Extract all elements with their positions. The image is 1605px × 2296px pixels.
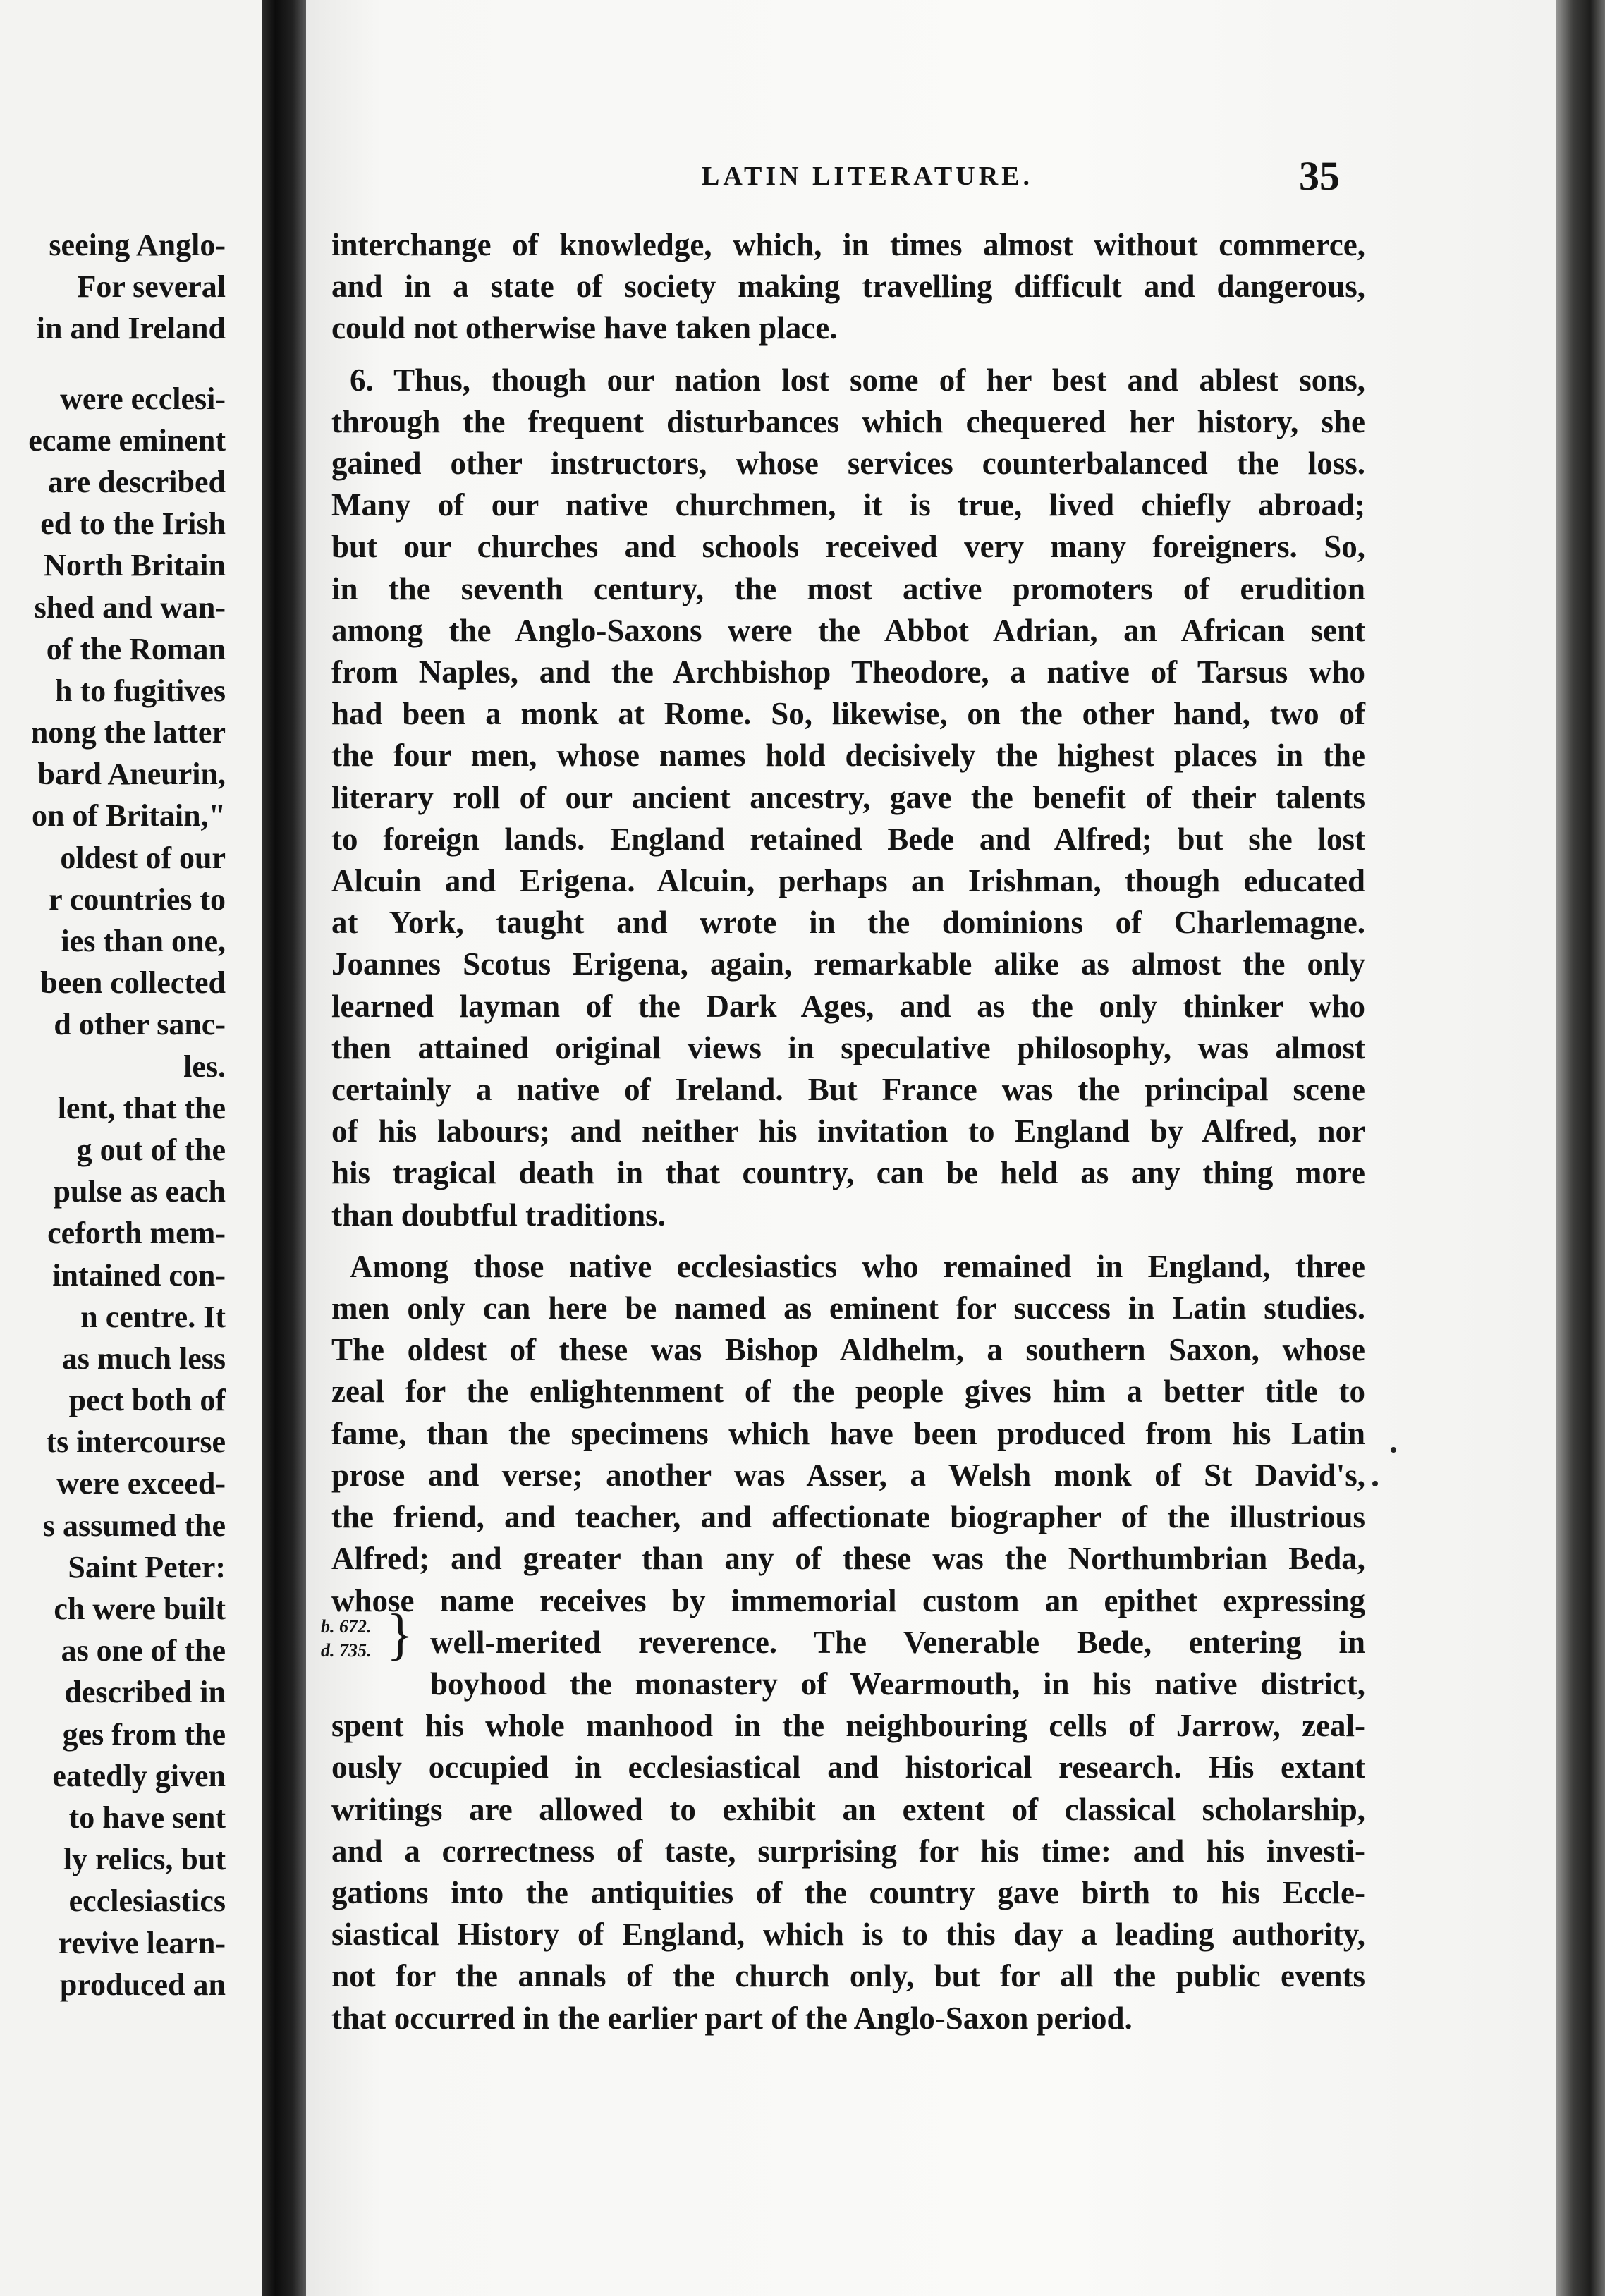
left-page-line: eatedly given [52, 1758, 226, 1793]
main-body-text [331, 224, 1365, 2039]
body-line: through the frequent disturbances which chequered her history, she [331, 403, 1365, 439]
left-page-line: revive learn- [58, 1925, 226, 1960]
body-line: Alfred; and greater than any of these was the Northumbrian Beda, [331, 1541, 1365, 1577]
book-gutter [262, 0, 306, 2296]
left-page-line: ecame eminent [28, 422, 226, 458]
left-page-line: were ecclesi- [60, 381, 226, 416]
left-page-line: as one of the [61, 1633, 226, 1668]
left-page-line: nong the latter [30, 715, 226, 750]
left-page-line: North Britain [44, 548, 226, 583]
body-line: gained other instructors, whose services counterbalanced the loss. [331, 446, 1365, 482]
body-line: gations into the antiquities of the country gave birth to his Eccle- [331, 1874, 1365, 1910]
left-page-line: n centre. It [80, 1299, 226, 1334]
left-page-line: ch were built [54, 1592, 226, 1626]
paragraph-gap [331, 350, 1365, 360]
left-page-line: ed to the Irish [40, 506, 226, 542]
left-page-line: g out of the [76, 1132, 226, 1167]
left-page-line: in and Ireland [36, 311, 226, 346]
left-page-line: h to fugitives [55, 673, 226, 708]
body-line: learned layman of the Dark Ages, and as the only thinker who [331, 988, 1365, 1024]
left-page-line: ies than one, [61, 924, 226, 958]
body-line: his tragical death in that country, can be held as any thing more [331, 1155, 1365, 1191]
body-line: spent his whole manhood in the neighbouring cells of Jarrow, zeal- [331, 1708, 1365, 1744]
left-page-line: ly relics, but [63, 1842, 226, 1877]
left-page-line: are described [47, 464, 226, 499]
body-line: literary roll of our ancient ancestry, gave the benefit of their talents [331, 779, 1365, 815]
left-page-line: seeing Anglo- [49, 228, 226, 262]
left-page-line: ges from the [62, 1716, 226, 1752]
left-page-line: to have sent [68, 1800, 226, 1835]
left-page-line: ecclesiastics [68, 1883, 226, 1919]
left-page-line: oldest of our [60, 840, 226, 875]
margin-note-died: d. 735. [321, 1640, 372, 1661]
left-page-line: been collected [40, 965, 226, 1001]
body-line: than doubtful traditions. [331, 1197, 666, 1233]
left-page-line: ts intercourse [46, 1424, 226, 1460]
body-line: The oldest of these was Bishop Aldhelm, a southern Saxon, whose [331, 1332, 1365, 1368]
body-line: siastical History of England, which is to this day a leading authority, [331, 1917, 1365, 1953]
body-line: certainly a native of Ireland. But France was the principal scene [331, 1072, 1365, 1108]
left-page-line: d other sanc- [54, 1007, 226, 1042]
body-line: whose name receives by immemorial custom an epithet expressing [331, 1582, 1365, 1618]
body-line: well-merited reverence. The Venerable Bede, entering in [430, 1624, 1365, 1660]
body-line: writings are allowed to exhibit an extent of classical scholarship, [331, 1791, 1365, 1827]
body-line: then attained original views in speculative philosophy, was almost [331, 1030, 1365, 1065]
left-page-line: s assumed the [42, 1508, 226, 1543]
left-page-text [0, 224, 226, 2005]
body-line: among the Anglo-Saxons were the Abbot Adrian, an African sent [331, 612, 1365, 648]
body-line: fame, than the specimens which have been produced from his Latin [331, 1415, 1365, 1451]
left-page-line: on of Britain," [32, 798, 226, 833]
body-line: Many of our native churchmen, it is true, lived chiefly abroad; [331, 487, 1365, 523]
body-line: of his labours; and neither his invitation to England by Alfred, nor [331, 1113, 1365, 1149]
margin-brace: } [386, 1604, 414, 1666]
body-line: at York, taught and wrote in the dominions of Charlemagne. [331, 905, 1365, 941]
left-page-line: lent, that the [57, 1090, 226, 1125]
page-number: 35 [1299, 153, 1340, 199]
body-line: and a correctness of taste, surprising for his time: and his investi- [331, 1833, 1365, 1869]
margin-note-born: b. 672. [321, 1616, 372, 1637]
body-line: Among those native ecclesiastics who remained in England, three [350, 1248, 1365, 1284]
left-page-line: pulse as each [53, 1174, 226, 1209]
margin-mark [1372, 1481, 1378, 1486]
body-line: the friend, and teacher, and affectionate biographer of the illustrious [331, 1499, 1365, 1535]
margin-note-dates [321, 1615, 372, 1663]
body-line: Joannes Scotus Erigena, again, remarkable alike as almost the only [331, 946, 1365, 982]
left-page-line: of the Roman [46, 631, 226, 666]
body-line: boyhood the monastery of Wearmouth, in his native district, [430, 1666, 1365, 1702]
left-page-line: r countries to [49, 881, 226, 917]
left-page-line: ceforth mem- [47, 1216, 226, 1251]
left-page-line: shed and wan- [34, 590, 226, 625]
body-line: Alcuin and Erigena. Alcuin, perhaps an Irishman, though educated [331, 863, 1365, 899]
left-page-line [0, 350, 226, 378]
left-page-line: les. [183, 1049, 226, 1084]
body-line: to foreign lands. England retained Bede and Alfred; but she lost [331, 821, 1365, 857]
left-page-line: intained con- [52, 1257, 226, 1293]
body-line: that occurred in the earlier part of the Anglo-Saxon period. [331, 2000, 1133, 2036]
left-page-line: For several [77, 269, 226, 305]
body-line: but our churches and schools received very many foreigners. So, [331, 529, 1365, 565]
running-head-title: LATIN LITERATURE. [702, 161, 1034, 191]
body-line: prose and verse; another was Asser, a Welsh monk of St David's, [331, 1457, 1365, 1493]
body-line: ously occupied in ecclesiastical and historical research. His extant [331, 1750, 1365, 1785]
left-page-line: produced an [59, 1967, 226, 2002]
body-line: not for the annals of the church only, but for all the public events [331, 1958, 1365, 1994]
body-line: men only can here be named as eminent for success in Latin studies. [331, 1290, 1365, 1326]
body-line: the four men, whose names hold decisively the highest places in the [331, 738, 1365, 774]
left-facing-page [0, 0, 262, 2296]
left-page-line: described in [64, 1675, 226, 1710]
left-page-line: Saint Peter: [68, 1549, 226, 1584]
left-page-line: were exceed- [56, 1466, 226, 1501]
body-line: interchange of knowledge, which, in times almost without commerce, [331, 227, 1365, 262]
body-line: had been a monk at Rome. So, likewise, on the other hand, two of [331, 696, 1365, 732]
left-page-line: pect both of [68, 1383, 226, 1418]
body-line: 6. Thus, though our nation lost some of her best and ablest sons, [350, 362, 1365, 398]
page-edge-shadow [1556, 0, 1605, 2296]
left-page-line: bard Aneurin, [37, 757, 226, 792]
body-line: from Naples, and the Archbishop Theodore, a native of Tarsus who [331, 654, 1365, 690]
body-line: in the seventh century, the most active promoters of erudition [331, 570, 1365, 606]
left-page-line: as much less [61, 1341, 226, 1376]
paragraph-gap [331, 1236, 1365, 1246]
margin-mark [1391, 1447, 1396, 1453]
body-line: and in a state of society making travelling difficult and dangerous, [331, 269, 1365, 305]
body-line: could not otherwise have taken place. [331, 310, 838, 346]
body-line: zeal for the enlightenment of the people gives him a better title to [331, 1374, 1365, 1410]
